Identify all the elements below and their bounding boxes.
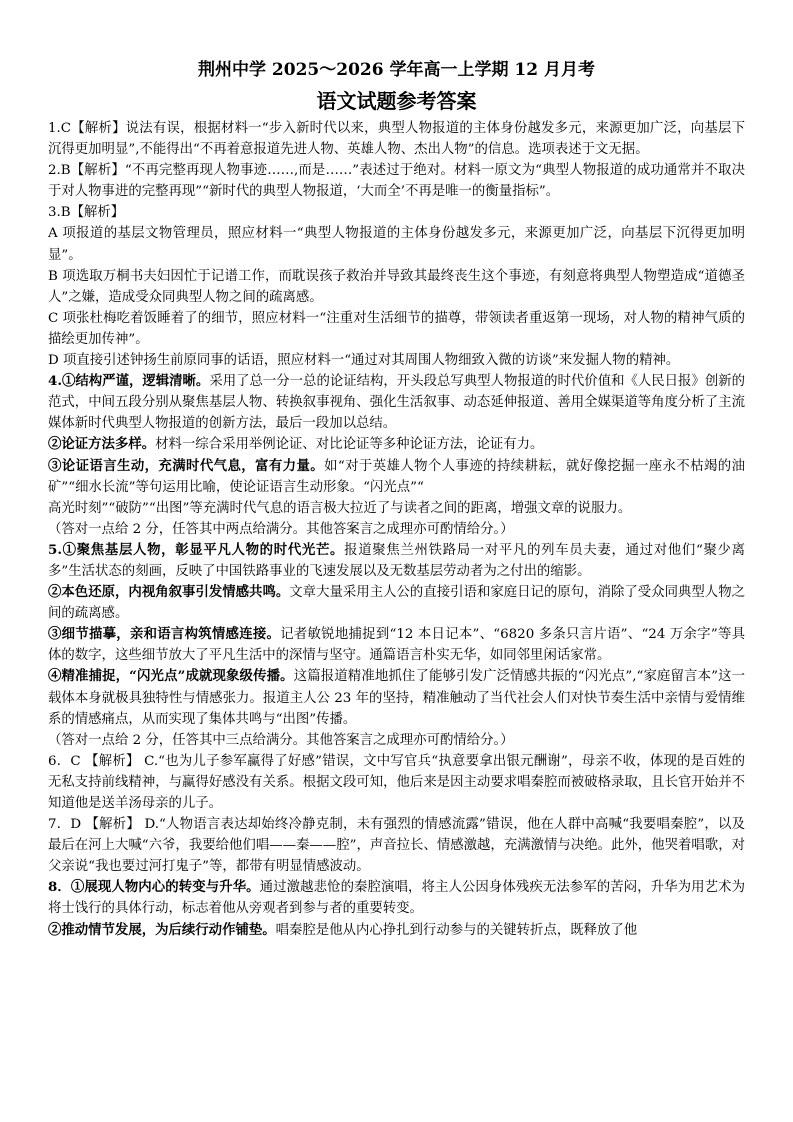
point-heading: 4.①结构严谨，逻辑清晰。: [48, 373, 210, 390]
point-text: 采用了总一分一总的论证结构，开头段总写典型人物报道的时代价值和《人民日报》创新的范式，中间五段分别从聚焦基层人物、转换叙事视角、强化生活叙事、动态延伸报道、善用全媒渠道等角度分析了主流媒体新时代典型人物报道的创新方法，最后一段加以总结。: [48, 374, 746, 432]
answer-q3-option-c: C 项张杜梅吃着饭睡着了的细节，照应材料一“注重对生活细节的描尊，带领读者重返第一现场，对人物的精神气质的描绘更加传神”。: [48, 310, 745, 347]
answer-q5-point-1: [48, 540, 745, 582]
exam-title: 荆州中学 2025～2026 学年高一上学期 12 月月考: [198, 60, 595, 80]
point-heading: ②本色还原，内视角叙事引发情感共鸣。: [48, 584, 290, 601]
answer-q8-point-1: [48, 877, 745, 919]
answer-q7: 7．D 【解析】 D.“人物语言表达却始终冷静克制，未有强烈的情感流露”错误，他在人群中高喊“我要唱秦腔”，以及最后在河上大喊“六爷，我要给他们唱——秦——腔”，声音拉长、情感激越，充满激情与决绝。此外，他哭着唱歌，对父亲说“我也要过河打鬼子”等，都带有明显情感波动。: [48, 817, 745, 875]
point-text: 报道聚焦兰州铁路局一对平凡的列车员夫妻，通过对他们“聚少离多”生活状态的刻画，反映了中国铁路事业的飞速发展以及无数基层劳动者为之付出的缩影。: [48, 542, 746, 579]
point-heading: ③论证语言生动，充满时代气息，富有力量。: [48, 457, 325, 474]
answer-q5-point-4: [48, 666, 745, 729]
answer-q5-point-2: [48, 582, 745, 624]
answer-q5-scoring-note: （答对一点给 2 分，任答其中三点给满分。其他答案言之成理亦可酌情给分。）: [48, 732, 514, 748]
point-text: 通过激越悲怆的秦腔演唱，将主人公因身体残疾无法参军的苦闷，升华为用艺术为将士饯行的具体行动，标志着他从旁观者到参与者的重要转变。: [48, 880, 745, 917]
point-text: 文章大量采用主人公的直接引语和家庭日记的原句，消除了受众同典型人物之间的疏离感。: [48, 585, 746, 622]
point-heading: ③细节描摹，亲和语言构筑情感连接。: [48, 626, 281, 643]
point-text: 唱秦腔是他从内心挣扎到行动参与的关键转折点，既释放了他: [275, 922, 638, 938]
point-heading: 8．①展现人物内心的转变与升华。: [48, 879, 260, 896]
point-heading: ④精准捕捉，“闪光点”成就现象级传播。: [48, 668, 294, 685]
answer-q4-point-3-cont: 高光时刻”“破防”“出图”等充满时代气息的语言极大拉近了与读者之间的距离，增强文章的说服力。: [48, 500, 632, 516]
point-text: 这篇报道精准地抓住了能够引发广泛情感共振的“闪光点”,“家庭留言本”这一载体本身就极具独特性与情感张力。报道主人公 23 年的坚持，精准触动了当代社会人们对快节奏生活中亲情与爱情维系的情感痛点，从而实现了集体共鸣与“出图”传播。: [48, 669, 746, 727]
point-text: 材料一综合采用举例论证、对比论证等多种论证方法，论证有力。: [155, 437, 544, 453]
answer-q4-point-1: [48, 371, 745, 434]
answer-q3-option-d: D 项直接引述钟扬生前原同事的话语，照应材料一“通过对其周围人物细致入微的访谈”来发掘人物的精神。: [48, 353, 680, 369]
answer-q4-point-3: [48, 456, 745, 498]
answer-q1: 1.C【解析】说法有误，根据材料一“步入新时代以来，典型人物报道的主体身份越发多元，来源更加广泛，向基层下沉得更加明显”,不能得出“不再着意报道先进人物、英雄人物、杰出人物”的信息。选项表述于文无据。: [48, 121, 745, 158]
point-heading: ②推动情节发展，为后续行动作铺垫。: [48, 921, 276, 938]
answer-key-subtitle: 语文试题参考答案: [316, 89, 477, 113]
point-heading: 5.①聚焦基层人物，彰显平凡人物的时代光芒。: [48, 541, 345, 558]
answer-q6: 6．C 【解析】 C.“也为儿子参军赢得了好感”错误，文中写官兵“执意要拿出银元酬谢”，母亲不收，体现的是百姓的无私支持前线精神，与赢得好感没有关系。根据文段可知，他后来是因主动要求唱秦腔而被破格录取，且长官开始并不知道他是送羊汤母亲的儿子。: [48, 753, 745, 811]
answer-q4-scoring-note: （答对一点给 2 分，任答其中两点给满分。其他答案言之成理亦可酌情给分。）: [48, 521, 514, 537]
point-heading: ②论证方法多样。: [48, 436, 156, 453]
answer-q2: 2.B【解析】“不再完整再现人物事迹……,而是……”表述过于绝对。材料一原文为“典型人物报道的成功通常并不取决于对人物事进的完整再现”“新时代的典型人物报道，‘大而全’不再是唯一的衡量指标”。: [48, 163, 745, 200]
answer-q3-option-b: B 项选取万桐书夫妇因忙于记谱工作，而耽误孩子救治并导致其最终丧生这个事迹，有刻意将典型人物塑造成“道德圣人”之嫌，造成受众同典型人物之间的疏离感。: [48, 268, 745, 305]
answer-q3-head: 3.B【解析】: [48, 205, 125, 221]
answer-q8-point-2: [48, 920, 745, 941]
answer-q3-option-a: A 项报道的基层文物管理员，照应材料一“典型人物报道的主体身份越发多元，来源更加广泛，向基层下沉得更加明显”。: [48, 226, 745, 263]
point-text: 如“对于英雄人物个人事迹的持续耕耘，就好像挖掘一座永不枯竭的油矿”“细水长流”等句运用比喻，使论证语言生动形象。“闪光点”“: [48, 458, 745, 495]
point-text: 记者敏锐地捕捉到“12 本日记本”、“6820 多条只言片语”、“24 万余字”等具体的数字，这些细节放大了平凡生活中的深情与坚守。通篇语言朴实无华，如同邻里闲话家常。: [48, 627, 746, 664]
answer-q4-point-2: [48, 434, 745, 455]
answer-q5-point-3: [48, 624, 745, 666]
